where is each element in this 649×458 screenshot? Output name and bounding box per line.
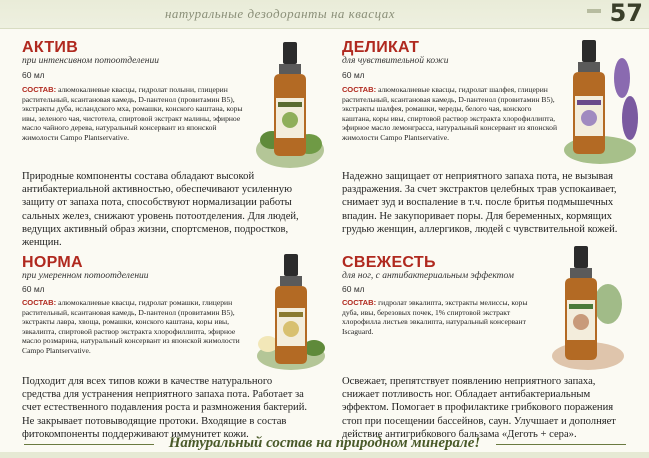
product-subtitle-norma: при умеренном потоотделении [22, 271, 149, 281]
footer-title: Натуральный состав на природном минерале! [168, 435, 481, 451]
product-description-aktiv: Природные компоненты состава обладают высокой антибактериальной активностью, обеспечивают усиленную защиту от запаха пота, способствуют нормализации работы сальных желез, снижают уровень потоотделения. Для людей, ведущих активный образ жизни, спортсменов, подростков, женщин. [22, 171, 299, 249]
product-title-aktiv: АКТИВ [22, 39, 79, 56]
product-volume-delikat: 60 мл [342, 70, 365, 80]
product-description-norma: Подходит для всех типов кожи в качестве натурального средства для устранения неприятного запаха пота. Работает за счет естественного подавления роста и размножения бактерий. Не закрывает потовыводящие протоки. Входящие в состав фитокомпоненты поддерживают иммунитет кожи. [22, 376, 308, 440]
bottom-band [0, 452, 649, 458]
product-subtitle-delikat: для чувствительной кожи [342, 56, 449, 66]
product-composition-svezhest [342, 298, 542, 336]
product-title-norma: НОРМА [22, 254, 83, 271]
product-volume-norma: 60 мл [22, 284, 45, 294]
product-description-delikat: Надежно защищает от неприятного запаха пота, не вызывая раздражения. За счет экстрактов целебных трав успокаивает, снимает зуд и воспаление в т.ч. после бритья подмышечных впадин. Не закупоривает поры. Для беременных, кормящих грудью женщин, аллергиков, людей с чувствительной кожей. [342, 171, 618, 235]
product-composition-delikat [342, 85, 562, 143]
deodorant-bottle-icon [548, 244, 630, 372]
product-title-delikat: ДЕЛИКАТ [342, 39, 420, 56]
product-description-svezhest: Освежает, препятствует появлению неприятного запаха, снижает потливость ног. Обладает антибактериальным эффектом. Помогает в профилактике грибкового поражения стоп при посещении бассейнов, саун. Улучшает и дополняет действие антигрибкового бальзама «Деготь + сера». [342, 376, 616, 440]
product-volume-svezhest: 60 мл [342, 284, 365, 294]
composition-label: СОСТАВ: [342, 85, 377, 94]
header-tab-mark [587, 9, 601, 13]
product-volume-aktiv: 60 мл [22, 70, 45, 80]
composition-text: алюмокалиевые квасцы, гидролат шалфея, глицерин растительный, ксантановая камедь, D-пантенол (провитамин B5), экстракты шалфея, ромашки, череды, белого чая, конского каштана, коры ивы, спиртовой раствор экстракта хлорофиллипта, эфирное масло лемонграсса, натуральный консервант из японской жимолости Campo Plantservative. [342, 85, 558, 142]
product-title-svezhest: СВЕЖЕСТЬ [342, 254, 436, 271]
deodorant-bottle-icon [254, 252, 328, 372]
product-subtitle-aktiv: при интенсивном потоотделении [22, 56, 159, 66]
deodorant-bottle-icon [254, 40, 326, 170]
composition-text: алюмокалиевые квасцы, гидролат ромашки, глицерин растительный, ксантановая камедь, D-пантенол (провитамин B5), экстракты лавра, хвоща, ромашки, конского каштана, коры ивы, эвкалипта, спиртовой раствор экстракта хлорофиллипта, эфирное масло розмарина, натуральный консервант из японской жимолости Campo Plantservative. [22, 298, 240, 355]
composition-label: СОСТАВ: [342, 298, 377, 307]
composition-label: СОСТАВ: [22, 85, 57, 94]
page-number: 57 [609, 0, 643, 27]
page-header-title: натуральные дезодоранты на квасцах [164, 6, 396, 21]
composition-text: алюмокалиевые квасцы, гидролат полыни, глицерин растительный, ксантановая камедь, D-пантенол (провитамин B5), экстракты дуба, исландского мха, ромашки, конского каштана, коры ивы, зеленого чая, чистотела, спиртовой экстракт малины, эфирное масло чайного дерева, натуральный консервант из японской жимолости Campo Plantservative. [22, 85, 243, 142]
deodorant-bottle-icon [560, 38, 642, 168]
composition-text: гидролат эвкалипта, экстракты мелиссы, коры дуба, ивы, березовых почек, 1% спиртовой экстракт хлорофилла листьев эвкалипта, натуральный консервант Iscaguard. [342, 298, 528, 336]
product-subtitle-svezhest: для ног, с антибактериальным эффектом [342, 271, 514, 281]
product-composition-norma [22, 298, 254, 356]
composition-label: СОСТАВ: [22, 298, 57, 307]
product-composition-aktiv [22, 85, 254, 143]
